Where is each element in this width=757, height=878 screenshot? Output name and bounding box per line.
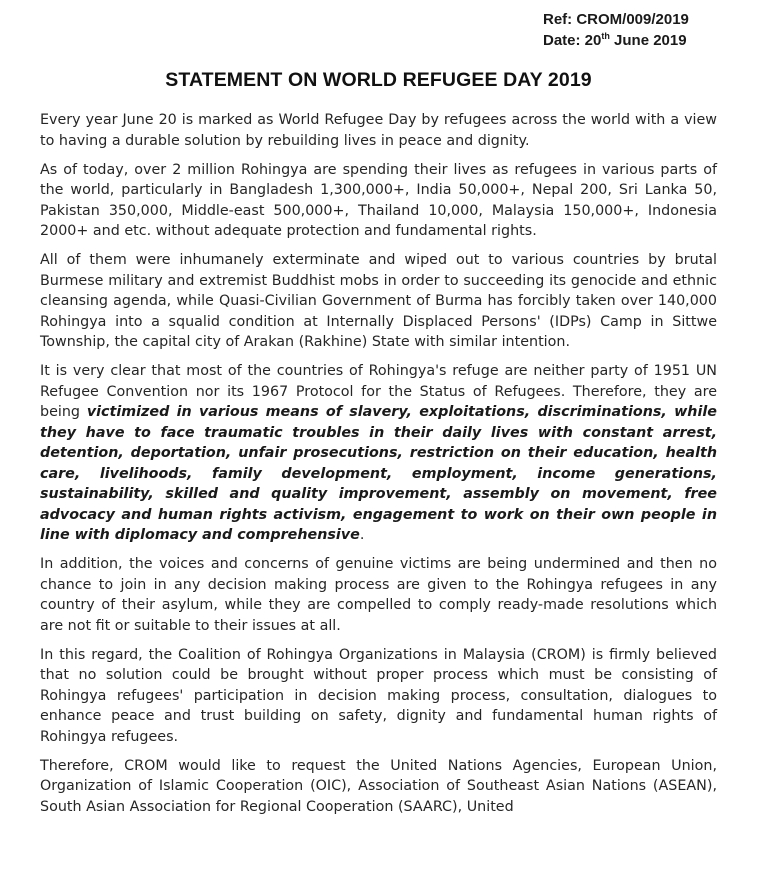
convention-end-text: . bbox=[359, 527, 365, 543]
date-prefix: Date: 20 bbox=[543, 32, 602, 49]
convention-intro-text: It is very clear that most of the countries of Rohingya's refuge are neither party of 1951 UN Refugee Convention nor its 1967 Protocol for the Status of Refugees. Therefore, they are being bbox=[40, 363, 717, 420]
paragraph-genocide: All of them were inhumanely exterminate and wiped out to various countries by brutal Burmese military and extremist Buddhist mobs in order to succeeding its genocide and ethnic cleansing agenda, while Quasi-Civilian Government of Burma has forcibly taken over 140,000 Rohingya into a squalid condition at Internally Displaced Persons' (IDPs) Camp in Sittwe Township, the capital city of Arakan (Rakhine) State with similar intention. bbox=[40, 252, 717, 350]
paragraph-crom-request: Therefore, CROM would like to request the United Nations Agencies, European Union, Organization of Islamic Cooperation (OIC), Association of Southeast Asian Nations (ASEAN), South Asian Association for Regional Cooperation (SAARC), United bbox=[40, 757, 717, 815]
paragraph-refugee-population: As of today, over 2 million Rohingya are spending their lives as refugees in various parts of the world, particularly in Bangladesh 1,300,000+, India 50,000+, Nepal 200, Sri Lanka 50, Pakistan 350,000, Middle-east 500,000+, Thailand 10,000, Malaysia 150,000+, Indonesia 2000+ and etc. without adequate protection and fundamental rights. bbox=[40, 161, 717, 239]
statement-date bbox=[543, 30, 748, 51]
reference-block bbox=[543, 9, 748, 51]
paragraph-refugee-convention bbox=[40, 361, 717, 546]
paragraph-voices-undermined: In addition, the voices and concerns of genuine victims are being undermined and then no chance to join in any decision making process are given to the Rohingya refugees in any country of their asylum, while they are compelled to comply ready-made resolutions which are not fit or suitable to their issues at all. bbox=[40, 556, 717, 634]
date-suffix: June 2019 bbox=[609, 32, 687, 49]
date-ordinal-suffix: th bbox=[601, 31, 610, 41]
statement-body bbox=[40, 110, 717, 817]
statement-title: STATEMENT ON WORLD REFUGEE DAY 2019 bbox=[165, 69, 592, 91]
paragraph-crom-position: In this regard, the Coalition of Rohingya Organizations in Malaysia (CROM) is firmly believed that no solution could be brought without proper process which must be consisting of Rohingya refugees' participation in decision making process, consultation, dialogues to enhance peace and trust building on safety, dignity and fundamental human rights of Rohingya refugees. bbox=[40, 646, 717, 745]
paragraph-world-refugee-day: Every year June 20 is marked as World Refugee Day by refugees across the world with a view to having a durable solution by rebuilding lives in peace and dignity. bbox=[40, 112, 717, 149]
reference-number: Ref: CROM/009/2019 bbox=[543, 11, 689, 28]
victimization-emphasis-text: victimized in various means of slavery, exploitations, discriminations, while they have to face traumatic troubles in their daily lives with constant arrest, detention, deportation, unfair prosecutions, restriction on their education, health care, livelihoods, family development, employment, income generations, sustainability, skilled and quality improvement, assembly on movement, free advocacy and human rights activism, engagement to work on their own people in line with diplomacy and comprehensive bbox=[40, 404, 717, 543]
